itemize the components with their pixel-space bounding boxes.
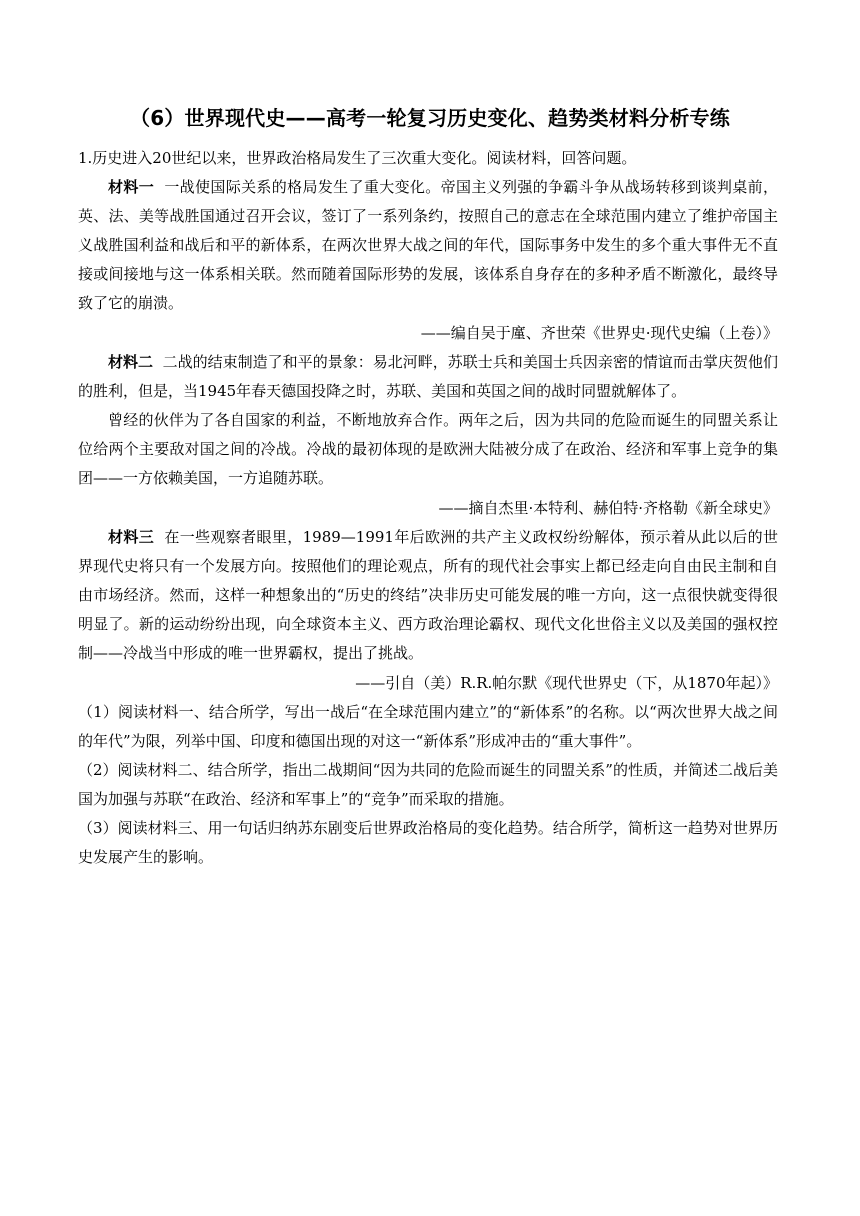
material-1-paragraph [78,173,778,318]
question-1: （1）阅读材料一、结合所学，写出一战后“在全球范围内建立”的“新体系”的名称。以“两次世界大战之间的年代”为限，列举中国、印度和德国出现的对这一“新体系”形成冲击的“重大事件”。 [78,703,778,750]
material-2-label: 材料二 [108,353,154,371]
material-1-source: ——编自吴于廑、齐世荣《世界史·现代史编（上卷）》 [420,324,778,342]
material-3-label: 材料三 [108,528,155,546]
material-3-paragraph [78,523,778,668]
material-2-text: 二战的结束制造了和平的景象：易北河畔，苏联士兵和美国士兵因亲密的情谊而击掌庆贺他们的胜利，但是，当1945年春天德国投降之时，苏联、美国和英国之间的战时同盟就解体了。 [78,353,778,400]
question-3: （3）阅读材料三、用一句话归纳苏东剧变后世界政治格局的变化趋势。结合所学，简析这一趋势对世界历史发展产生的影响。 [78,819,778,866]
question-2: （2）阅读材料二、结合所学，指出二战期间“因为共同的危险而诞生的同盟关系”的性质，并简述二战后美国为加强与苏联“在政治、经济和军事上”的“竞争”而采取的措施。 [78,761,778,808]
material-3-text: 在一些观察者眼里，1989—1991年后欧洲的共产主义政权纷纷解体，预示着从此以后的世界现代史将只有一个发展方向。按照他们的理论观点，所有的现代社会事实上都已经走向自由民主制和自由市场经济。然而，这样一种想象出的“历史的终结”决非历史可能发展的唯一方向，这一点很快就变得很明显了。新的运动纷纷出现，向全球资本主义、西方政治理论霸权、现代文化世俗主义以及美国的强权控制——冷战当中形成的唯一世界霸权，提出了挑战。 [78,528,778,662]
question-intro: 1.历史进入20世纪以来，世界政治格局发生了三次重大变化。阅读材料，回答问题。 [78,149,637,167]
material-2-source: ——摘自杰里·本特利、赫伯特·齐格勒《新全球史》 [438,499,778,517]
page-title: （6）世界现代史——高考一轮复习历史变化、趋势类材料分析专练 [130,106,730,130]
material-1-label: 材料一 [108,178,155,196]
material-1-text: 一战使国际关系的格局发生了重大变化。帝国主义列强的争霸斗争从战场转移到谈判桌前，英、法、美等战胜国通过召开会议，签订了一系列条约，按照自己的意志在全球范围内建立了维护帝国主义战胜国利益和战后和平的新体系，在两次世界大战之间的年代，国际事务中发生的多个重大事件无不直接或间接地与这一体系相关联。然而随着国际形势的发展，该体系自身存在的多种矛盾不断激化，最终导致了它的崩溃。 [78,178,778,312]
material-3-source: ——引自（美）R.R.帕尔默《现代世界史（下，从1870年起）》 [355,674,778,692]
material-2-paragraph-2: 曾经的伙伴为了各自国家的利益，不断地放弃合作。两年之后，因为共同的危险而诞生的同盟关系让位给两个主要敌对国之间的冷战。冷战的最初体现的是欧洲大陆被分成了在政治、经济和军事上竞争的集团——一方依赖美国，一方追随苏联。 [78,411,778,487]
document-body [78,144,778,872]
material-2-paragraph [78,348,778,406]
